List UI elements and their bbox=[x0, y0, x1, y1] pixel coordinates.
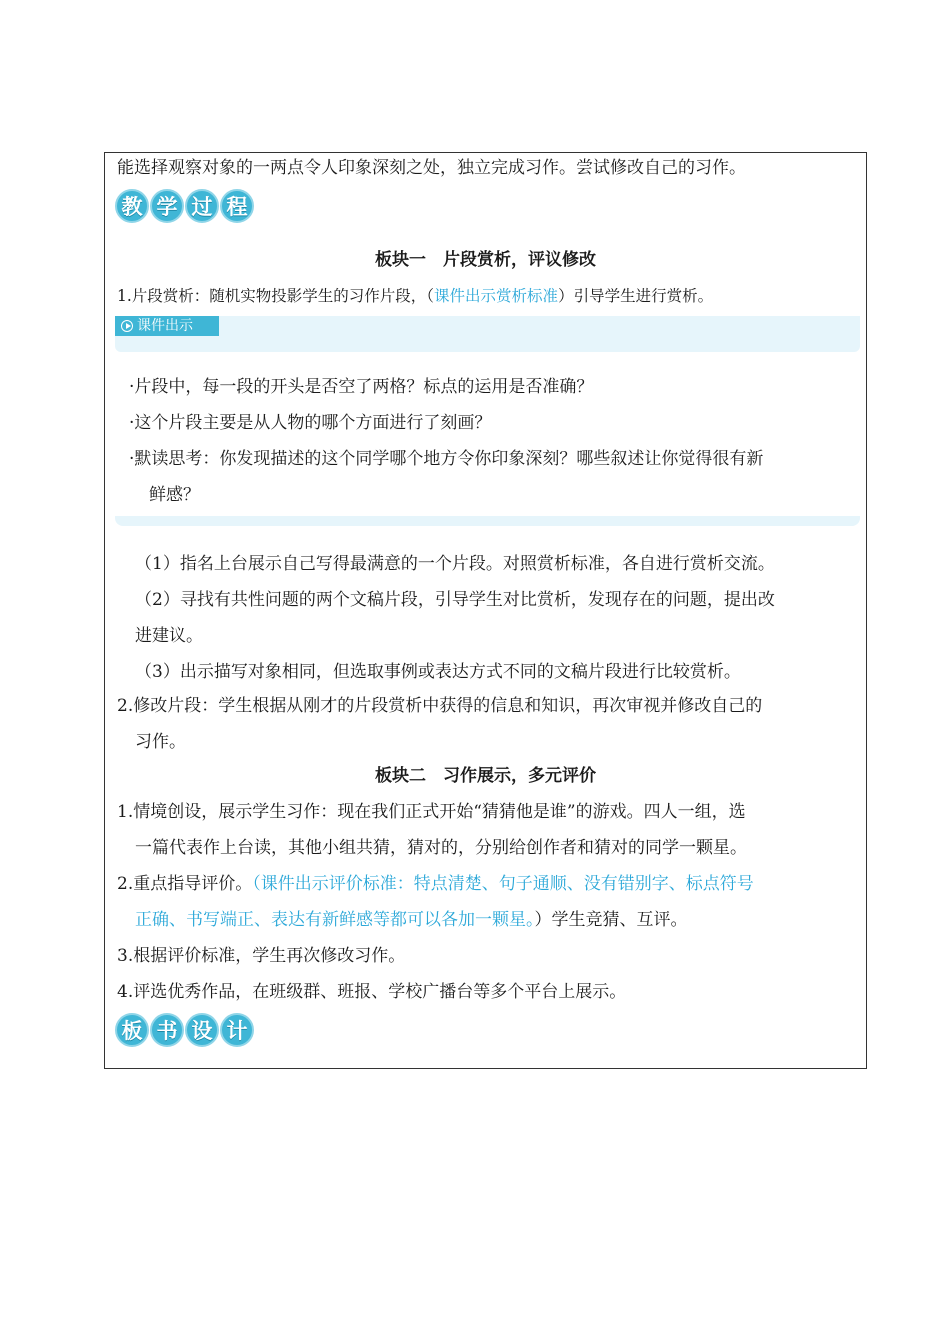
badge-char: 计 bbox=[220, 1013, 254, 1047]
box-line: ·默读思考：你发现描述的这个同学哪个地方令你印象深刻？哪些叙述让你觉得很有新 bbox=[129, 449, 764, 469]
section1-item2-cont: 习作。 bbox=[135, 732, 186, 752]
section2-title: 板块二 习作展示，多元评价 bbox=[375, 766, 596, 786]
lesson-plan-frame bbox=[104, 152, 867, 1069]
box-line: ·这个片段主要是从人物的哪个方面进行了刻画？ bbox=[129, 413, 492, 433]
box-line: 鲜感？ bbox=[149, 485, 200, 505]
section1-title: 板块一 片段赏析，评议修改 bbox=[375, 250, 596, 270]
s2-item2-prefix: 2.重点指导评价。 bbox=[117, 874, 253, 894]
badge-char: 过 bbox=[185, 189, 219, 223]
teaching-process-badge bbox=[115, 189, 254, 227]
box-top-band bbox=[115, 316, 860, 352]
sub-item: 进建议。 bbox=[135, 626, 203, 646]
s2-item2-highlight-cont: 正确、书写端正、表达有新鲜感等都可以各加一颗星。 bbox=[135, 910, 535, 930]
courseware-box bbox=[115, 316, 860, 526]
item1-highlight: 课件出示赏析标准 bbox=[434, 287, 559, 305]
s2-item2-highlight: （课件出示评价标准：特点清楚、句子通顺、没有错别字、标点符号 bbox=[252, 874, 754, 894]
section2-item1-cont: 一篇代表作上台读，其他小组共猜，猜对的，分别给创作者和猜对的同学一颗星。 bbox=[135, 838, 747, 858]
box-bottom-band bbox=[115, 516, 860, 526]
play-icon bbox=[121, 320, 133, 332]
section1-item2: 2.修改片段：学生根据从刚才的片段赏析中获得的信息和知识，再次审视并修改自己的 bbox=[117, 696, 763, 716]
item1-suffix: ）引导学生进行赏析。 bbox=[558, 287, 714, 305]
courseware-tag bbox=[115, 316, 219, 336]
badge-char: 程 bbox=[220, 189, 254, 223]
badge-char: 板 bbox=[115, 1013, 149, 1047]
sub-item: （2）寻找有共性问题的两个文稿片段，引导学生对比赏析，发现存在的问题，提出改 bbox=[135, 590, 775, 610]
section2-item1: 1.情境创设，展示学生习作：现在我们正式开始“猜猜他是谁”的游戏。四人一组，选 bbox=[117, 802, 746, 822]
item1-prefix: 1.片段赏析：随机实物投影学生的习作片段，（ bbox=[117, 287, 435, 305]
badge-char: 设 bbox=[185, 1013, 219, 1047]
sub-item: （3）出示描写对象相同，但选取事例或表达方式不同的文稿片段进行比较赏析。 bbox=[135, 662, 741, 682]
sub-item: （1）指名上台展示自己写得最满意的一个片段。对照赏析标准，各自进行赏析交流。 bbox=[135, 554, 775, 574]
badge-char: 教 bbox=[115, 189, 149, 223]
s2-item2-suffix: ）学生竞猜、互评。 bbox=[534, 910, 688, 930]
courseware-tag-label: 课件出示 bbox=[137, 318, 193, 334]
section2-item2 bbox=[117, 873, 754, 895]
badge-char: 书 bbox=[150, 1013, 184, 1047]
section2-item4: 4.评选优秀作品，在班级群、班报、学校广播台等多个平台上展示。 bbox=[117, 982, 627, 1002]
section2-item3: 3.根据评价标准，学生再次修改习作。 bbox=[117, 946, 406, 966]
board-design-badge bbox=[115, 1013, 254, 1051]
box-line: ·片段中，每一段的开头是否空了两格？标点的运用是否准确？ bbox=[129, 377, 594, 397]
intro-line: 能选择观察对象的一两点令人印象深刻之处，独立完成习作。尝试修改自己的习作。 bbox=[117, 158, 746, 178]
section2-item2-cont bbox=[135, 909, 688, 931]
badge-char: 学 bbox=[150, 189, 184, 223]
section1-item1 bbox=[117, 285, 713, 307]
